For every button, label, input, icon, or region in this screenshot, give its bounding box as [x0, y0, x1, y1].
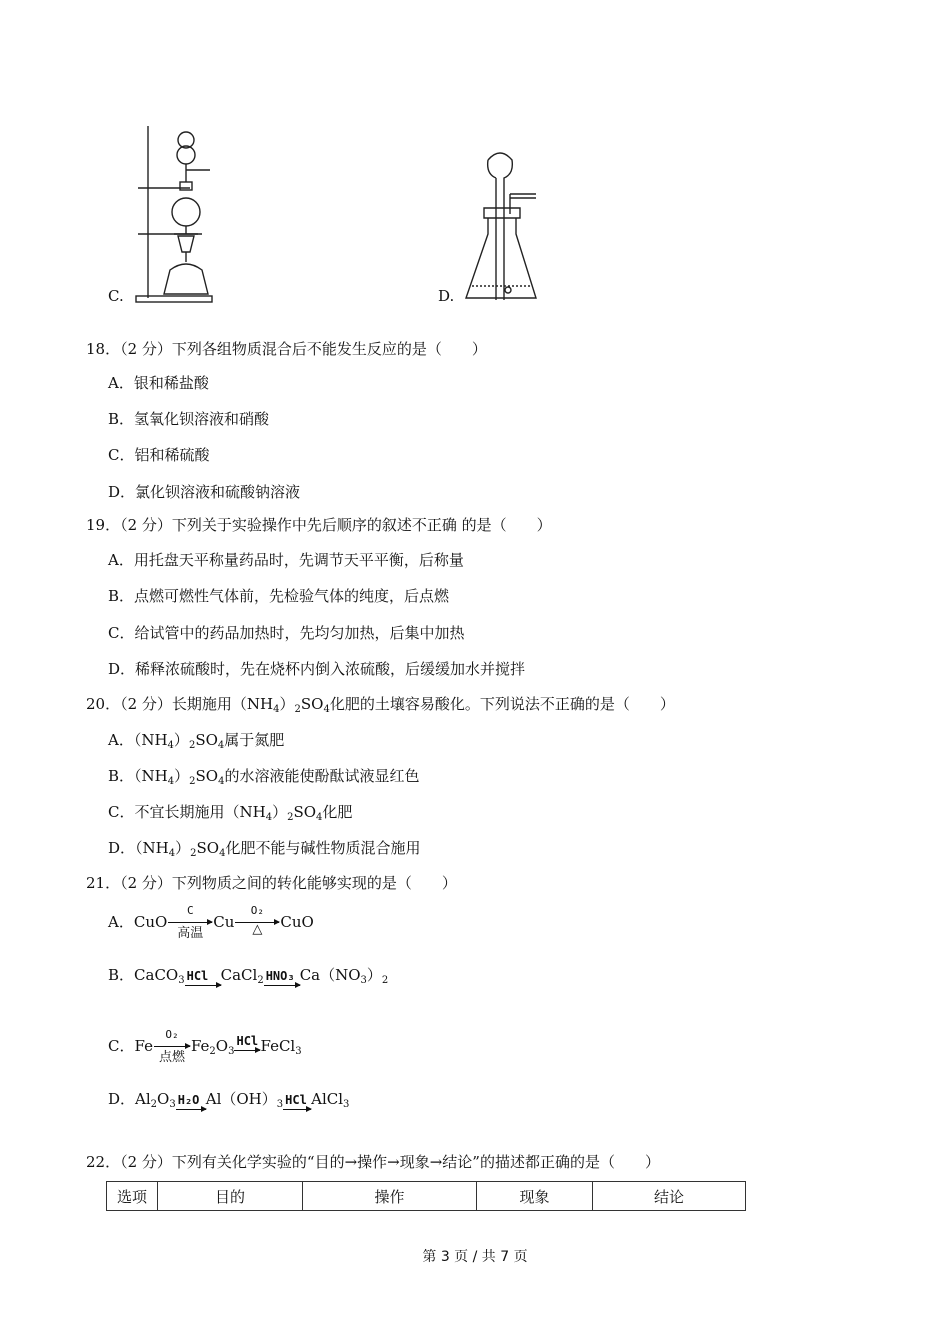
q19-option-b: B．点燃可燃性气体前，先检验气体的纯度，后点燃 [108, 587, 450, 605]
reaction-arrow: HCl [283, 1089, 311, 1111]
table-header-cell: 选项 [107, 1182, 158, 1211]
q20-option-b: B．$(NH_4)_2SO_4$的水溶液能使酚酞试液显红色 [108, 767, 420, 787]
question-18-stem: 18．（2 分）下列各组物质混合后不能发生反应的是（ ） [86, 340, 487, 358]
reaction-arrow: HCl [234, 1036, 260, 1058]
q21-option-d: D．$Al_2O_3$ H₂O $Al(OH)_3$ HCl AlCl$_3$ [108, 1090, 350, 1110]
question-19-stem: 19．（2 分）下列关于实验操作中先后顺序的叙述不正确 的是（ ） [86, 516, 552, 534]
q21-option-b: B．CaCO$_3$ HCl CaCl$_2$ HNO₃ $Ca(NO_3)_2$ [108, 966, 389, 986]
q19-option-d: D．稀释浓硫酸时，先在烧杯内倒入浓硫酸，后缓缓加水并搅拌 [108, 660, 526, 678]
q21-option-a: A．CuO C 高温 Cu O₂ △ CuO [108, 904, 314, 941]
question-21-stem: 21．（2 分）下列物质之间的转化能够实现的是（ ） [86, 874, 457, 892]
q22-table [106, 1181, 746, 1211]
figure-c-label: C. [108, 287, 124, 305]
reaction-arrow: HNO₃ [264, 965, 300, 987]
page-footer: 第 3 页 / 共 7 页 [422, 1249, 528, 1265]
q18-option-a: A．银和稀盐酸 [108, 374, 209, 392]
table-header-cell: 目的 [158, 1182, 303, 1211]
reaction-arrow: C 高温 [168, 910, 212, 936]
q20-option-c: C．不宜长期施用$(NH_4)_2SO_4$化肥 [108, 803, 353, 823]
q18-option-c: C．铝和稀硫酸 [108, 446, 210, 464]
q19-option-a: A．用托盘天平称量药品时，先调节天平平衡，后称量 [108, 551, 464, 569]
q19-option-c: C．给试管中的药品加热时，先均匀加热，后集中加热 [108, 624, 465, 642]
table-header-cell: 结论 [593, 1182, 746, 1211]
q18-option-b: B．氢氧化钡溶液和硝酸 [108, 410, 270, 428]
figure-d-label: D. [438, 287, 455, 305]
question-22-stem: 22．（2 分）下列有关化学实验的“目的→操作→现象→结论”的描述都正确的是（ ） [86, 1153, 660, 1171]
table-header-cell: 现象 [477, 1182, 593, 1211]
apparatus-d-figure [464, 150, 544, 305]
q20-option-d: D．$(NH_4)_2SO_4$化肥不能与碱性物质混合施用 [108, 839, 421, 859]
q18-option-d: D．氯化钡溶液和硫酸钠溶液 [108, 483, 301, 501]
reaction-arrow: O₂ 点燃 [154, 1034, 190, 1060]
table-header-cell: 操作 [303, 1182, 477, 1211]
question-20-stem: 20．（2 分）长期施用$(NH_4)_2SO_4$化肥的土壤容易酸化。下列说法不正确的是（ ） [86, 695, 675, 715]
q20-option-a: A．$(NH_4)_2SO_4$属于氮肥 [108, 731, 285, 751]
reaction-arrow: O₂ △ [235, 910, 279, 936]
table-header-row [107, 1182, 746, 1211]
reaction-arrow: H₂O [176, 1089, 206, 1111]
apparatus-c-figure [130, 122, 220, 304]
q21-option-c: C．Fe O₂ 点燃 $Fe_2O_3$ HCl FeCl$_3$ [108, 1028, 302, 1065]
reaction-arrow: HCl [185, 965, 221, 987]
